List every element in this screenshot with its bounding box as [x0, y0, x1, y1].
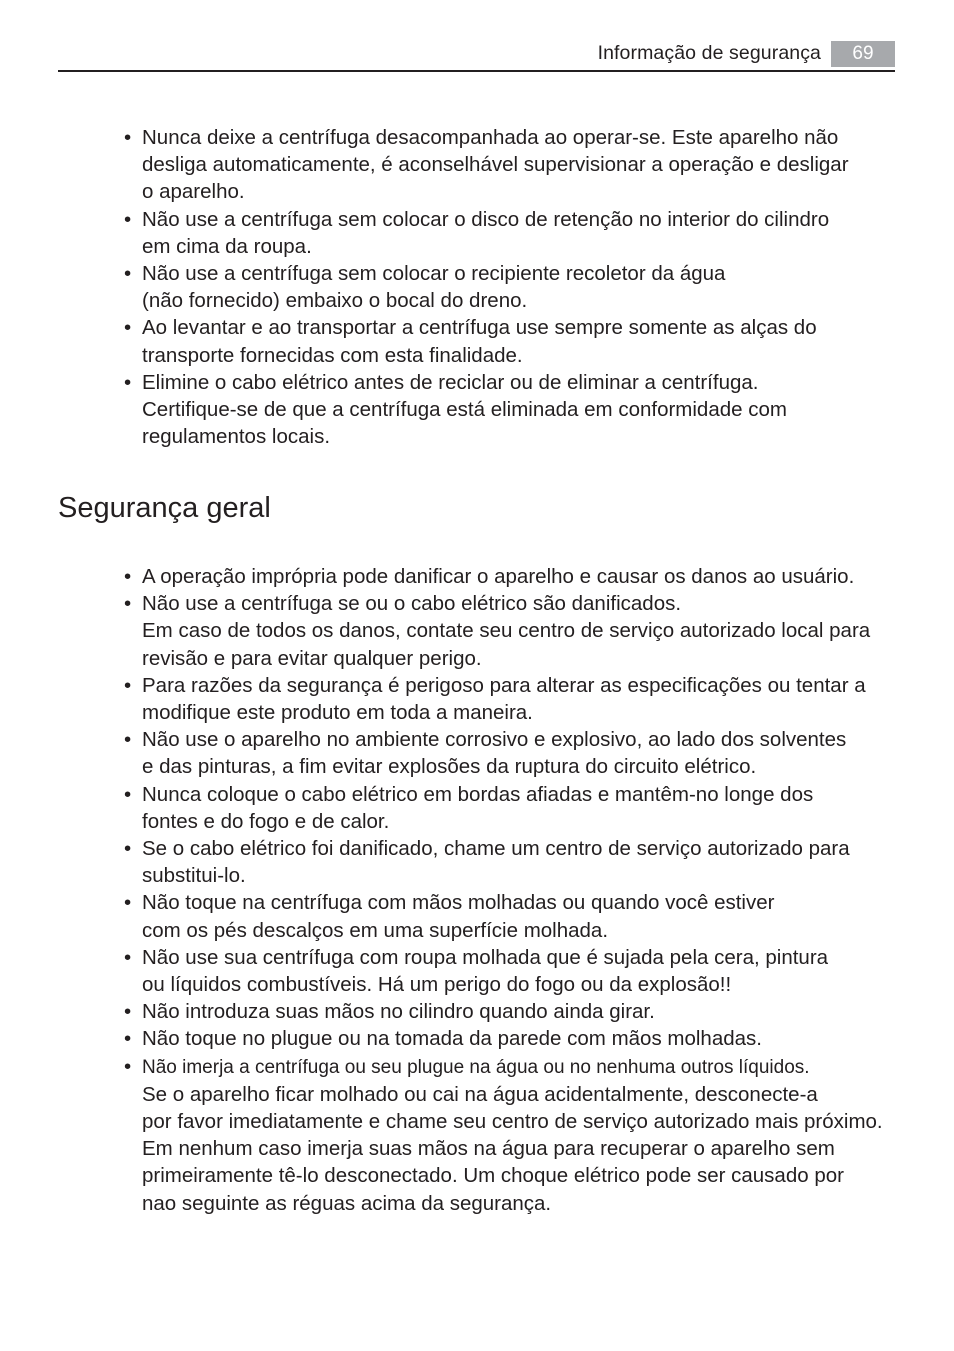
- list-item: [124, 889, 914, 943]
- list-item-text: Ao levantar e ao transportar a centrífuga use sempre somente as alças do transporte fornecidas com esta finalidade.: [142, 316, 817, 367]
- list-item-text: Se o cabo elétrico foi danificado, chame um centro de serviço autorizado para substitui-lo.: [142, 837, 850, 888]
- list-item: [124, 672, 914, 726]
- list-item: [124, 590, 914, 672]
- bullet-icon: •: [124, 592, 132, 616]
- page-number: 69: [831, 41, 895, 67]
- bullet-icon: •: [124, 1000, 132, 1024]
- bullet-icon: •: [124, 891, 132, 915]
- bullet-icon: •: [124, 673, 132, 697]
- list-item: [124, 124, 914, 206]
- header-title: Informação de segurança: [597, 42, 821, 64]
- safety-list-1: [124, 124, 914, 450]
- bullet-icon: •: [124, 1054, 132, 1078]
- list-item-text: Não use a centrífuga sem colocar o recipiente recoletor da água (não fornecido) embaixo o bocal do dreno.: [142, 262, 726, 313]
- section-title: Segurança geral: [58, 492, 271, 524]
- safety-list-2: [124, 563, 914, 1217]
- list-item: [124, 206, 914, 260]
- list-item: [124, 314, 914, 368]
- list-item-text: Não use a centrífuga sem colocar o disco de retenção no interior do cilindro em cima da roupa.: [142, 207, 830, 258]
- bullet-icon: •: [124, 728, 132, 752]
- list-item: [124, 726, 914, 780]
- list-item-text: Nunca deixe a centrífuga desacompanhada ao operar-se. Este aparelho não desliga automaticamente, é aconselhável supervisionar a operação e desligar o aparelho.: [142, 126, 849, 204]
- list-item-text: Não use o aparelho no ambiente corrosivo e explosivo, ao lado dos solventes e das pinturas, a fim evitar explosões da ruptura do circuito elétrico.: [142, 728, 847, 779]
- list-item: [124, 260, 914, 314]
- list-item-continuation: Se o aparelho ficar molhado ou cai na água acidentalmente, desconecte-a por favor imediatamente e chame seu centro de serviço autorizado mais próximo. Em nenhum caso imerja suas mãos na água para recuperar o aparelho sem primeiramente tê-lo desconectado. Um choque elétrico pode ser causado por nao seguinte as réguas acima da segurança.: [142, 1082, 883, 1215]
- list-item-text: A operação imprópria pode danificar o aparelho e causar os danos ao usuário.: [142, 565, 855, 588]
- bullet-icon: •: [124, 565, 132, 588]
- list-item-text: Não imerja a centrífuga ou seu plugue na água ou no nenhuma outros líquidos.: [142, 1056, 810, 1078]
- list-item: [124, 998, 914, 1025]
- list-item-text: Não use a centrífuga se ou o cabo elétrico são danificados. Em caso de todos os danos, contate seu centro de serviço autorizado local para revisão e para evitar qualquer perigo.: [142, 592, 871, 670]
- bullet-icon: •: [124, 1027, 132, 1051]
- bullet-icon: •: [124, 262, 132, 286]
- bullet-icon: •: [124, 126, 132, 149]
- list-item: [124, 1025, 914, 1052]
- list-item-text: Não introduza suas mãos no cilindro quando ainda girar.: [142, 1000, 655, 1024]
- list-item: [124, 781, 914, 835]
- bullet-icon: •: [124, 945, 132, 969]
- list-item-text: Não toque no plugue ou na tomada da parede com mãos molhadas.: [142, 1027, 762, 1051]
- list-item: [124, 1053, 914, 1217]
- list-item-text: Para razões da segurança é perigoso para alterar as especificações ou tentar a modifique este produto em toda a maneira.: [142, 673, 866, 725]
- bullet-icon: •: [124, 782, 132, 806]
- list-item-text: Não use sua centrífuga com roupa molhada que é sujada pela cera, pintura ou líquidos combustíveis. Há um perigo do fogo ou da explosão!!: [142, 945, 829, 997]
- bullet-icon: •: [124, 316, 132, 340]
- list-item-text: Elimine o cabo elétrico antes de reciclar ou de eliminar a centrífuga. Certifique-se de que a centrífuga está eliminada em conformidade com regulamentos locais.: [142, 370, 787, 449]
- list-item-text: Nunca coloque o cabo elétrico em bordas afiadas e mantêm-no longe dos fontes e do fogo e de calor.: [142, 782, 814, 833]
- list-item: [124, 563, 914, 590]
- bullet-icon: •: [124, 370, 132, 394]
- bullet-icon: •: [124, 837, 132, 861]
- bullet-icon: •: [124, 207, 132, 231]
- page-header: [58, 40, 895, 72]
- list-item: [124, 944, 914, 998]
- list-item: [124, 369, 914, 451]
- list-item: [124, 835, 914, 889]
- list-item-text: Não toque na centrífuga com mãos molhadas ou quando você estiver com os pés descalços em uma superfície molhada.: [142, 891, 775, 942]
